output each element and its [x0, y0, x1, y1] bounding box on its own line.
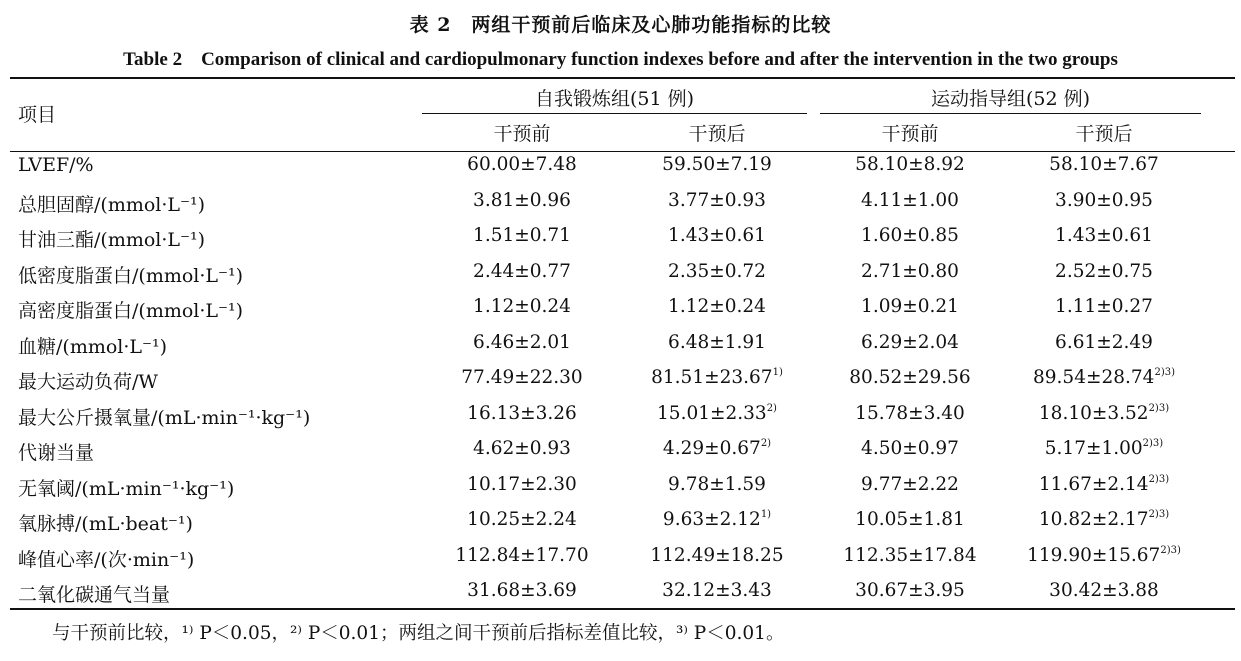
value-text: 1.12±0.24 [668, 296, 766, 317]
table-row [0, 326, 1241, 362]
value-text: 9.78±1.59 [668, 473, 766, 495]
header-group-self-exercise: 自我锻炼组(51 例) [534, 88, 695, 110]
value-cell [617, 225, 817, 246]
value-text: 32.12±3.43 [662, 580, 772, 601]
value-text: 4.29±0.67 [662, 438, 761, 459]
value-text: 15.78±3.40 [855, 402, 965, 424]
value-cell [617, 154, 817, 175]
value-text: 1.43±0.61 [1055, 225, 1153, 246]
value-text: 15.01±2.33 [657, 402, 767, 424]
value-text: 4.62±0.93 [473, 438, 571, 459]
group2-underline [820, 113, 1201, 114]
value-cell [810, 509, 1010, 530]
value-text: 2.35±0.72 [668, 260, 766, 282]
value-cell [1004, 580, 1204, 601]
value-text: 9.63±2.12 [662, 509, 761, 530]
value-cell [810, 403, 1010, 424]
value-text: 1.60±0.85 [861, 225, 959, 246]
value-cell [1004, 190, 1204, 211]
value-cell [1004, 261, 1204, 282]
value-text: 31.68±3.69 [467, 580, 577, 601]
value-cell [810, 545, 1010, 566]
value-cell [1004, 296, 1204, 317]
value-cell [1004, 474, 1204, 495]
value-cell [422, 261, 622, 282]
value-text: 2.52±0.75 [1055, 260, 1153, 282]
header-g2-after: 干预后 [1075, 123, 1133, 145]
significance-marker: 2) [766, 402, 777, 414]
value-text: 3.77±0.93 [668, 189, 766, 211]
value-text: 5.17±1.00 [1044, 438, 1143, 459]
value-cell [617, 367, 817, 388]
value-text: 58.10±7.67 [1049, 154, 1159, 175]
table-title-en: Table 2 Comparison of clinical and cardiopulmonary function indexes before and after the intervention in the two groups [123, 49, 1118, 70]
value-text: 58.10±8.92 [855, 154, 965, 175]
value-text: 30.67±3.95 [855, 580, 965, 601]
value-cell [810, 296, 1010, 317]
row-label: 二氧化碳通气当量 [18, 584, 171, 606]
value-text: 3.90±0.95 [1055, 189, 1153, 211]
value-cell [422, 403, 622, 424]
header-g1-after: 干预后 [688, 123, 746, 145]
value-cell [1004, 332, 1204, 353]
value-cell [1004, 509, 1204, 530]
value-cell [810, 367, 1010, 388]
table-row [0, 539, 1241, 575]
value-text: 6.61±2.49 [1055, 331, 1153, 353]
table-row [0, 468, 1241, 504]
value-cell [810, 580, 1010, 601]
value-cell [1004, 545, 1204, 566]
significance-marker: 2)3) [1142, 438, 1164, 449]
table-row [0, 503, 1241, 539]
value-cell [617, 190, 817, 211]
significance-marker: 2)3) [1148, 509, 1170, 520]
value-cell [422, 154, 622, 175]
value-text: 89.54±28.74 [1033, 367, 1155, 388]
value-text: 6.46±2.01 [473, 331, 571, 353]
value-cell [422, 225, 622, 246]
value-cell [810, 261, 1010, 282]
value-text: 2.44±0.77 [473, 260, 571, 282]
value-cell [422, 509, 622, 530]
table-row [0, 219, 1241, 255]
significance-marker: 2) [760, 438, 772, 449]
value-cell [617, 474, 817, 495]
value-cell [810, 332, 1010, 353]
value-cell [810, 474, 1010, 495]
value-text: 10.17±2.30 [467, 473, 577, 495]
table-row [0, 255, 1241, 291]
value-cell [810, 225, 1010, 246]
value-text: 6.29±2.04 [861, 331, 959, 353]
table-title-cn: 表 2 两组干预前后临床及心肺功能指标的比较 [409, 14, 832, 36]
value-text: 80.52±29.56 [849, 367, 971, 388]
value-cell [617, 296, 817, 317]
table-row [0, 184, 1241, 220]
header-g2-before: 干预前 [881, 123, 939, 145]
value-cell [1004, 225, 1204, 246]
row-label: 最大运动负荷/W [18, 371, 158, 393]
value-text: 59.50±7.19 [662, 154, 772, 175]
table-body [0, 148, 1241, 610]
significance-marker: 2)3) [1148, 402, 1170, 414]
row-label: 无氧阈/(mL·min⁻¹·kg⁻¹) [18, 477, 235, 500]
significance-marker: 2)3) [1154, 367, 1175, 378]
value-text: 112.84±17.70 [455, 544, 589, 566]
table-row [0, 361, 1241, 397]
value-cell [810, 438, 1010, 459]
value-text: 10.25±2.24 [467, 509, 577, 530]
value-text: 3.81±0.96 [473, 189, 571, 211]
value-cell [810, 154, 1010, 175]
value-text: 1.51±0.71 [473, 225, 571, 246]
value-cell [1004, 367, 1204, 388]
value-cell [1004, 154, 1204, 175]
value-text: 1.43±0.61 [668, 225, 766, 246]
value-cell [422, 190, 622, 211]
value-text: 1.09±0.21 [861, 296, 959, 317]
row-label: 峰值心率/(次·min⁻¹) [18, 548, 195, 571]
significance-marker: 2)3) [1160, 544, 1181, 556]
value-cell [810, 190, 1010, 211]
bottom-rule [10, 608, 1235, 610]
value-text: 18.10±3.52 [1038, 402, 1149, 424]
value-cell [422, 545, 622, 566]
value-cell [617, 332, 817, 353]
value-text: 16.13±3.26 [467, 402, 577, 424]
row-label: 总胆固醇/(mmol·L⁻¹) [18, 193, 206, 216]
value-cell [422, 474, 622, 495]
significance-marker: 1) [760, 509, 772, 520]
table-row [0, 397, 1241, 433]
value-text: 4.50±0.97 [861, 438, 959, 459]
value-text: 4.11±1.00 [861, 189, 959, 211]
significance-marker: 1) [772, 367, 783, 378]
row-label: 最大公斤摄氧量/(mL·min⁻¹·kg⁻¹) [18, 406, 311, 429]
value-cell [617, 403, 817, 424]
value-cell [422, 332, 622, 353]
value-text: 2.71±0.80 [861, 260, 959, 282]
value-cell [617, 580, 817, 601]
table-footnote: 与干预前比较，¹⁾ P＜0.05，²⁾ P＜0.01；两组之间干预前后指标差值比较，³⁾ P＜0.01。 [52, 623, 785, 644]
value-cell [1004, 438, 1204, 459]
row-label: 低密度脂蛋白/(mmol·L⁻¹) [18, 264, 244, 287]
value-text: 81.51±23.67 [651, 367, 773, 388]
value-text: 30.42±3.88 [1049, 580, 1159, 601]
value-cell [617, 509, 817, 530]
top-rule [10, 77, 1235, 79]
value-cell [422, 367, 622, 388]
value-text: 11.67±2.14 [1038, 473, 1149, 495]
row-label: 高密度脂蛋白/(mmol·L⁻¹) [18, 300, 244, 322]
row-label: 代谢当量 [18, 442, 95, 464]
value-text: 119.90±15.67 [1027, 544, 1161, 566]
row-label: LVEF/% [18, 154, 94, 176]
value-cell [617, 545, 817, 566]
value-text: 10.82±2.17 [1038, 509, 1149, 530]
value-text: 112.49±18.25 [650, 544, 784, 566]
header-item: 项目 [18, 104, 57, 126]
table-row [0, 148, 1241, 184]
value-text: 60.00±7.48 [467, 154, 577, 175]
value-cell [422, 438, 622, 459]
table-row [0, 432, 1241, 468]
row-label: 氧脉搏/(mL·beat⁻¹) [18, 513, 193, 535]
value-cell [617, 438, 817, 459]
value-text: 77.49±22.30 [461, 367, 583, 388]
header-group-exercise-guidance: 运动指导组(52 例) [930, 88, 1091, 110]
value-text: 10.05±1.81 [855, 509, 965, 530]
value-text: 6.48±1.91 [668, 331, 766, 353]
value-cell [422, 296, 622, 317]
group1-underline [422, 113, 807, 114]
value-cell [422, 580, 622, 601]
row-label: 血糖/(mmol·L⁻¹) [18, 335, 168, 358]
table-row [0, 290, 1241, 326]
header-g1-before: 干预前 [493, 123, 551, 145]
value-cell [617, 261, 817, 282]
value-text: 1.12±0.24 [473, 296, 571, 317]
value-text: 1.11±0.27 [1055, 296, 1153, 317]
significance-marker: 2)3) [1148, 473, 1170, 485]
row-label: 甘油三酯/(mmol·L⁻¹) [18, 229, 206, 251]
value-text: 112.35±17.84 [843, 544, 977, 566]
table-row [0, 574, 1241, 610]
value-text: 9.77±2.22 [861, 473, 959, 495]
value-cell [1004, 403, 1204, 424]
